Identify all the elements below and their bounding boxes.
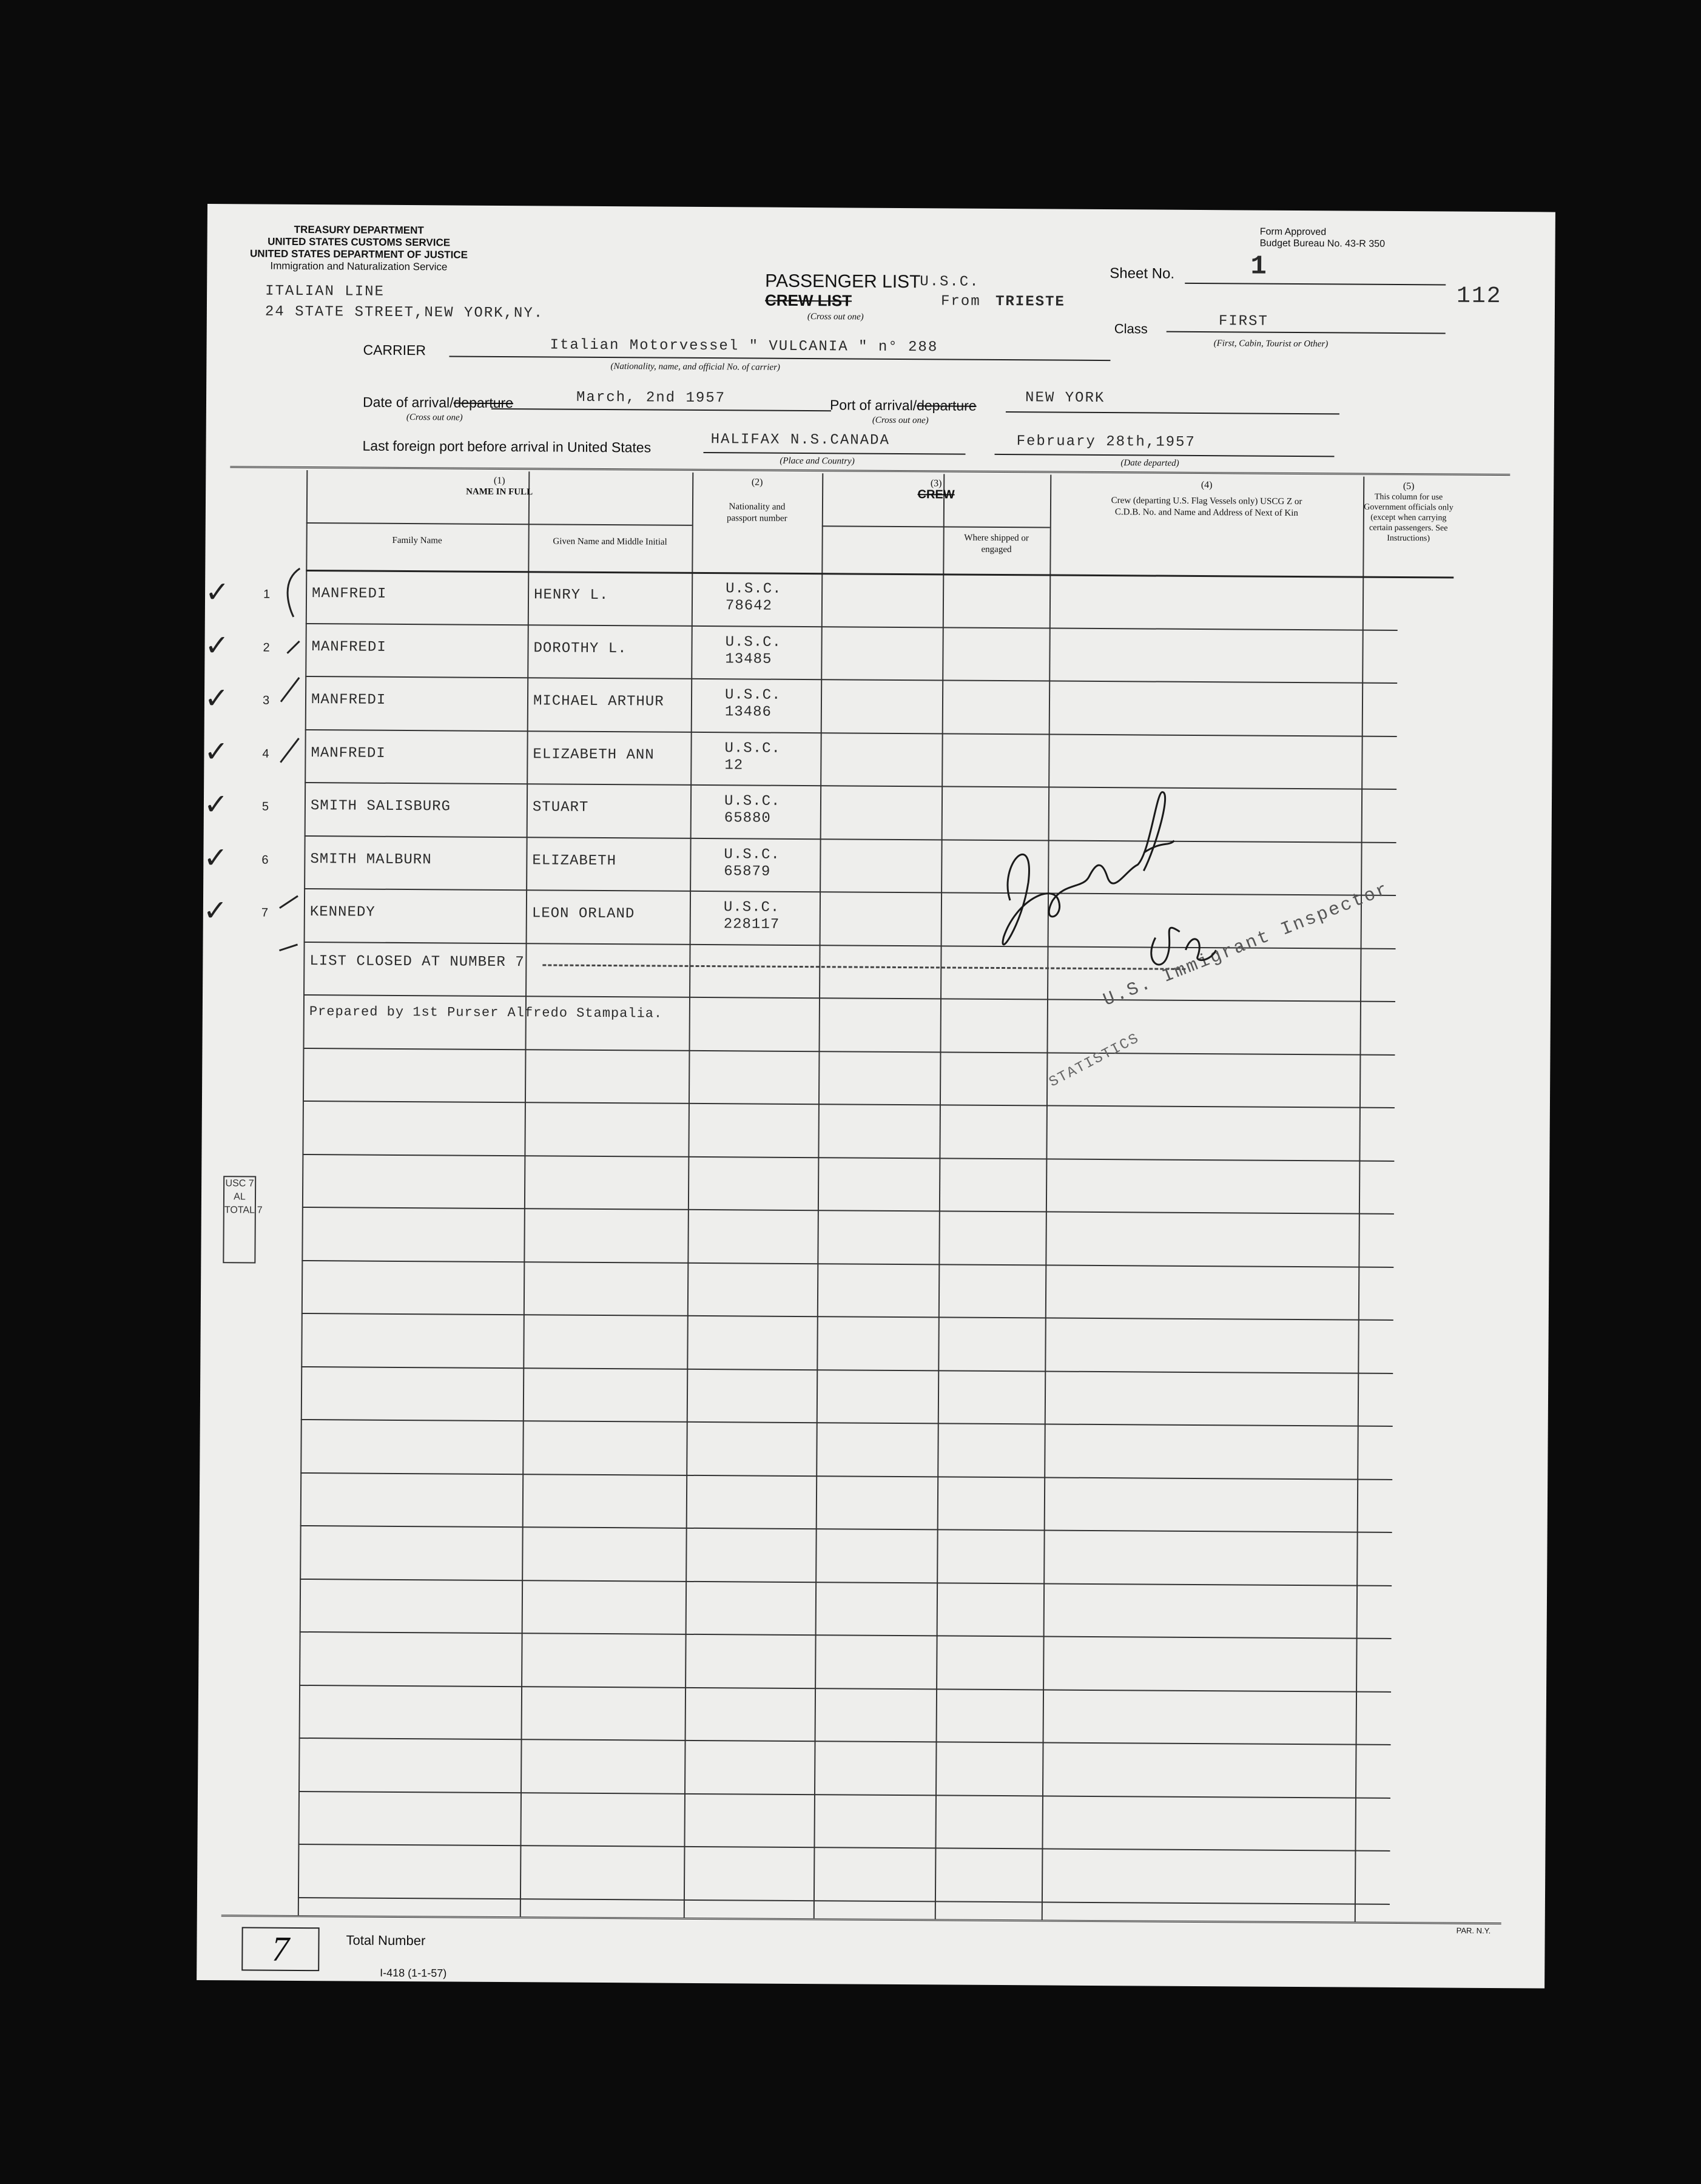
nationality: U.S.C. [724, 740, 781, 757]
official-check-mark: ✓ [203, 893, 228, 928]
row-rule [300, 1631, 1392, 1639]
nationality: U.S.C. [723, 899, 780, 916]
family-name: MANFREDI [311, 585, 387, 602]
row-rule [301, 1260, 1393, 1268]
family-name: MANFREDI [311, 639, 386, 656]
family-name: MANFREDI [311, 692, 386, 709]
nationality: U.S.C. [725, 634, 782, 651]
row-rule [299, 1737, 1391, 1745]
family-name: KENNEDY [309, 904, 376, 921]
passport-number: 65880 [724, 810, 771, 827]
date-underline [491, 408, 831, 411]
col1-sub-rule [306, 522, 692, 526]
last-port-date-note: (Date departed) [1120, 458, 1179, 468]
family-name: SMITH SALISBURG [310, 798, 451, 815]
row-rule [300, 1579, 1392, 1586]
sheet-underline [1185, 283, 1446, 286]
company-line-2: 24 STATE STREET,NEW YORK,NY. [264, 303, 544, 322]
col5-title: This column for use Government officials only (except when carrying certain passengers. See Instructions) [1364, 492, 1453, 544]
col-line-4 [935, 474, 945, 1919]
inspector-signature [961, 779, 1265, 999]
side-stamp [223, 1176, 263, 1263]
row-rule [306, 623, 1398, 631]
col1-title: NAME IN FULL [466, 487, 533, 497]
col4-num: (4) [1201, 480, 1213, 491]
passport-number: 228117 [723, 916, 780, 933]
row-rule [298, 1897, 1390, 1905]
row-rule [303, 1048, 1395, 1056]
table-bottom-rule [221, 1915, 1501, 1924]
row-rule [298, 1791, 1390, 1799]
row-number: 7 [261, 906, 269, 920]
row-rule [299, 1685, 1391, 1693]
class-underline [1167, 331, 1446, 334]
row-number: 4 [262, 747, 269, 761]
nationality: U.S.C. [726, 581, 782, 598]
col5-num: (5) [1403, 481, 1415, 492]
nationality: U.S.C. [724, 846, 780, 863]
family-name: SMITH MALBURN [310, 851, 432, 869]
statistics-stamp: STATISTICS [1046, 1030, 1143, 1091]
row-rule [301, 1313, 1393, 1321]
passport-number: 12 [724, 757, 744, 774]
page-number: 112 [1456, 283, 1502, 310]
col1-num: (1) [493, 475, 505, 487]
passport-number: 65879 [724, 863, 771, 880]
row-rule [303, 1100, 1395, 1108]
row-number: 1 [263, 587, 271, 601]
given-name: STUART [532, 799, 589, 816]
col-line-5 [1042, 474, 1052, 1919]
last-port-underline [704, 452, 966, 455]
header-bottom-rule [306, 570, 1453, 579]
list-closed-text: LIST CLOSED AT NUMBER 7 [309, 953, 525, 971]
carrier-underline [449, 356, 1110, 361]
official-check-mark: ✓ [204, 575, 230, 610]
official-check-mark: ✓ [203, 840, 228, 875]
passport-number: 78642 [725, 598, 773, 615]
col3-sub-rule [822, 525, 1050, 528]
row-number: 2 [263, 641, 270, 655]
row-rule [305, 676, 1397, 684]
port-cross-note: (Cross out one) [872, 415, 929, 426]
row-rules [207, 204, 1555, 212]
col2-num: (2) [751, 477, 763, 488]
given-name: LEON ORLAND [531, 905, 635, 923]
given-name: DOROTHY L. [533, 640, 627, 658]
row-rule [302, 1207, 1394, 1215]
row-rule [301, 1419, 1393, 1427]
col2-title: Nationality and passport number [727, 502, 787, 524]
col-line-1 [520, 471, 530, 1916]
col3b-header: Where shipped or engaged [964, 533, 1029, 555]
agency-line-3: UNITED STATES DEPARTMENT OF JUSTICE [249, 248, 468, 261]
total-number-label: Total Number [346, 1932, 426, 1949]
crew-list-title: CREW LIST [764, 291, 852, 310]
last-port-date-underline [994, 454, 1334, 457]
official-check-mark: ✓ [203, 787, 229, 822]
inspector-stamp: U.S. Immigrant Inspector [1100, 879, 1393, 1011]
handwritten-brackets [260, 556, 306, 1151]
side-stamp-line-2: AL [234, 1191, 246, 1202]
last-port-note: (Place and Country) [780, 456, 855, 467]
row-rule [305, 729, 1397, 737]
par-ny: PAR. N.Y. [1456, 1926, 1491, 1935]
arrival-date-value: March, 2nd 1957 [576, 389, 726, 407]
company-line-1: ITALIAN LINE [265, 283, 385, 300]
agency-line-2: UNITED STATES CUSTOMS SERVICE [268, 235, 451, 249]
col1b-header: Given Name and Middle Initial [553, 536, 667, 547]
col1a-header: Family Name [392, 535, 442, 546]
row-rule [301, 1366, 1393, 1374]
side-stamp-line-3: TOTAL 7 [224, 1205, 263, 1216]
col-line-6 [1355, 477, 1365, 1922]
last-port-label: Last foreign port before arrival in United States [362, 437, 652, 456]
last-port-date: February 28th,1957 [1016, 433, 1196, 451]
carrier-note: (Nationality, name, and official No. of carrier) [610, 362, 780, 372]
date-label-struck: departure [453, 394, 514, 411]
col3-num: (3) [930, 478, 942, 489]
form-approved-line-2: Budget Bureau No. 43-R 350 [1259, 238, 1386, 249]
nationality: U.S.C. [724, 793, 781, 810]
col3-header [822, 477, 1050, 501]
port-underline [1006, 411, 1339, 414]
sheet-label: Sheet No. [1110, 265, 1175, 282]
date-cross-note: (Cross out one) [406, 413, 463, 423]
col1-header [306, 474, 692, 499]
from-port: TRIESTE [995, 293, 1065, 311]
carrier-value: Italian Motorvessel " VULCANIA " n° 288 [550, 337, 938, 356]
side-stamp-line-1: USC 7 [225, 1178, 254, 1189]
row-rule [300, 1525, 1392, 1533]
port-label-struck: departure [917, 397, 977, 414]
class-value: FIRST [1218, 313, 1268, 330]
given-name: HENRY L. [533, 587, 609, 604]
passport-number: 13485 [725, 651, 772, 668]
passenger-list-title: PASSENGER LIST [765, 271, 921, 292]
family-name: MANFREDI [311, 745, 386, 762]
passport-number: 13486 [724, 704, 772, 721]
title-nationality: U.S.C. [920, 274, 980, 291]
col5-header [1363, 480, 1455, 544]
row-number: 5 [261, 800, 269, 814]
official-check-mark: ✓ [204, 681, 229, 716]
col-line-3 [813, 473, 824, 1918]
agency-line-1: TREASURY DEPARTMENT [294, 223, 424, 237]
prepared-by-text: Prepared by 1st Purser Alfredo Stampalia. [309, 1004, 663, 1022]
col3-title: CREW [917, 488, 955, 502]
arrival-port-value: NEW YORK [1025, 389, 1105, 407]
agency-header [243, 223, 474, 273]
class-note: (First, Cabin, Tourist or Other) [1213, 339, 1329, 349]
sheet-number: 1 [1250, 251, 1268, 282]
from-label: From [940, 293, 981, 310]
given-name: MICHAEL ARTHUR [533, 693, 664, 710]
official-check-mark: ✓ [204, 628, 229, 663]
form-approved-line-1: Form Approved [1259, 226, 1327, 238]
form-number: I-418 (1-1-57) [380, 1966, 447, 1980]
port-label-text: Port of arrival/ [829, 397, 917, 414]
given-name: ELIZABETH [532, 852, 617, 870]
given-name: ELIZABETH ANN [533, 746, 655, 764]
col2-header [692, 476, 822, 525]
nationality: U.S.C. [724, 687, 781, 704]
title-cross-note: (Cross out one) [807, 312, 864, 322]
col-line-2 [684, 473, 694, 1918]
form-approved [1260, 226, 1386, 250]
row-rule [298, 1844, 1390, 1852]
official-check-mark: ✓ [204, 734, 229, 769]
date-label-text: Date of arrival/ [362, 394, 454, 411]
col4-title: Crew (departing U.S. Flag Vessels only) USCG Z or C.D.B. No. and Name and Address of Next of Kin [1111, 496, 1302, 518]
carrier-label: CARRIER [363, 342, 426, 359]
class-label: Class [1114, 321, 1148, 337]
col4-header [1050, 478, 1363, 519]
total-number-box: 7 [241, 1927, 319, 1971]
row-rule [302, 1154, 1394, 1162]
port-label [830, 397, 977, 414]
manifest-sheet [197, 204, 1555, 1989]
last-port-value: HALIFAX N.S.CANADA [710, 431, 890, 449]
row-rule [300, 1472, 1392, 1480]
agency-line-4: Immigration and Naturalization Service [270, 260, 448, 273]
date-label [363, 394, 513, 412]
row-number: 3 [262, 693, 270, 707]
row-number: 6 [261, 853, 269, 867]
